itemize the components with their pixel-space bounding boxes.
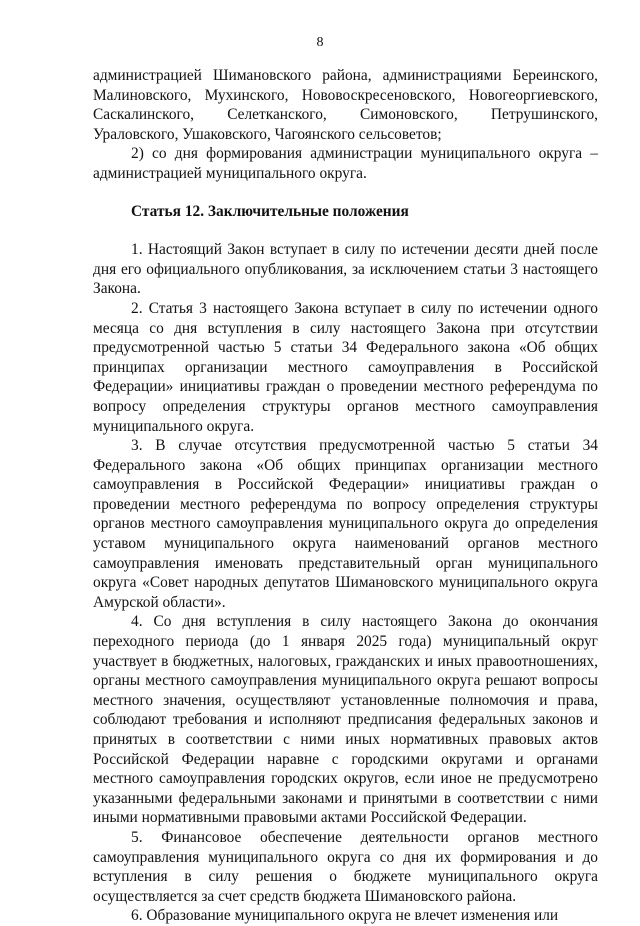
article-paragraph-1: 1. Настоящий Закон вступает в силу по истечении десяти дней после дня его официального опубликования, за исключением статьи 3 настоящего Закона. — [93, 241, 598, 298]
paragraph-continuation: администрацией Шимановского района, администрациями Береинского, Малиновского, Мухинского, Нововоскресеновского, Новогеоргиевского, Саскалинского, Селетканского, Симоновского, Петрушинского, Ураловского, Ушаковского, Чагоянского сельсоветов; — [93, 67, 598, 143]
paragraph-item-2: 2) со дня формирования администрации муниципального округа – администрацией муниципального округа. — [93, 145, 598, 182]
page-number: 8 — [316, 35, 324, 50]
article-paragraph-4: 4. Со дня вступления в силу настоящего Закона до окончания переходного периода (до 1 января 2025 года) муниципальный округ участвует в бюджетных, налоговых, гражданских и иных правоотношениях, органы местного самоуправления муниципального округа решают вопросы местного значения, осуществляют установленные полномочия и права, соблюдают требования и исполняют предписания федеральных законов и принятых в соответствии с ними иных нормативных правовых актов Российской Федерации наравне с городскими округами и органами местного самоуправления городских округов, если иное не предусмотрено указанными федеральными законами и принятыми в соответствии с ними иными нормативными правовыми актами Российской Федерации. — [93, 613, 598, 827]
article-heading: Статья 12. Заключительные положения — [131, 202, 409, 220]
article-paragraph-6: 6. Образование муниципального округа не влечет изменения или — [131, 907, 559, 925]
document-body — [93, 66, 598, 926]
article-paragraph-2: 2. Статья 3 настоящего Закона вступает в силу по истечении одного месяца со дня вступления в силу настоящего Закона при отсутствии предусмотренной частью 5 статьи 34 Федерального закона «Об общих принципах организации местного самоуправления в Российской Федерации» инициативы граждан о проведении местного референдума по вопросу определения структуры органов местного самоуправления муниципального округа. — [93, 299, 598, 435]
article-paragraph-3: 3. В случае отсутствия предусмотренной частью 5 статьи 34 Федерального закона «Об общих принципах организации местного самоуправления в Российской Федерации» инициативы граждан о проведении местного референдума по вопросу определения структуры органов местного самоуправления муниципального округа до определения уставом муниципального округа наименований органов местного самоуправления именовать представительный орган муниципального округа «Совет народных депутатов Шимановского муниципального округа Амурской области». — [93, 437, 598, 611]
article-paragraph-5: 5. Финансовое обеспечение деятельности органов местного самоуправления муниципального округа со дня их формирования и до вступления в силу решения о бюджете муниципального округа осуществляется за счет средств бюджета Шимановского района. — [93, 828, 598, 905]
